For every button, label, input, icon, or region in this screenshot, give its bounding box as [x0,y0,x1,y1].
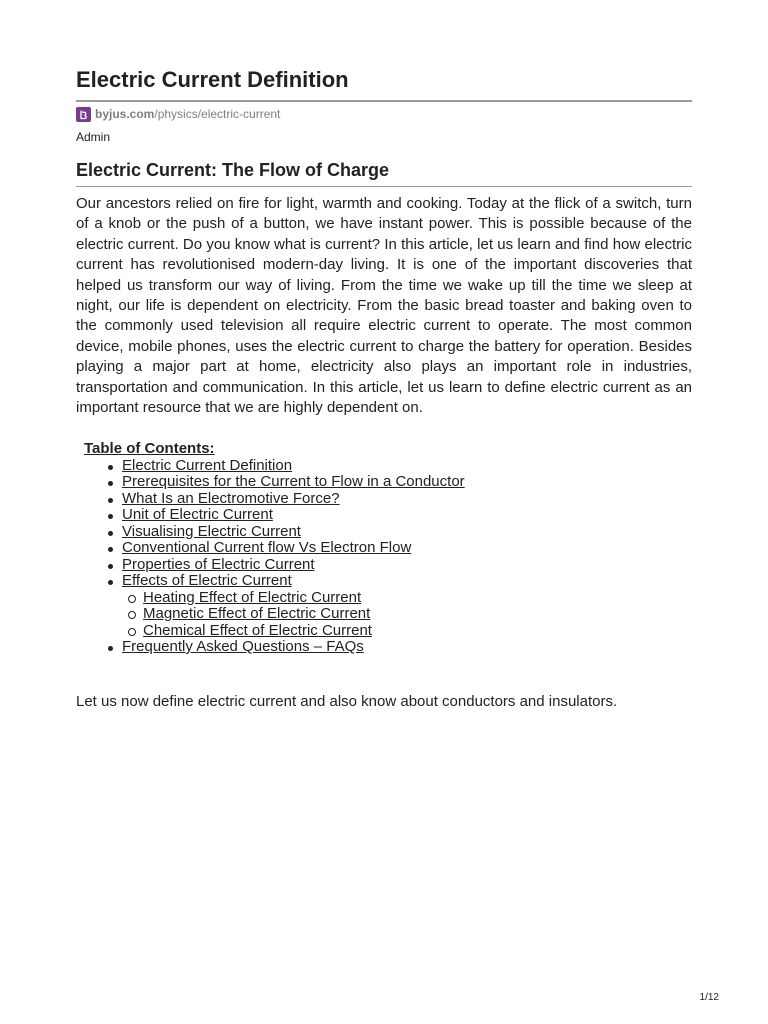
toc-link-electromotive-force[interactable]: What Is an Electromotive Force? [122,489,340,507]
source-link[interactable] [76,106,280,122]
toc-item [104,507,644,524]
author-name: Admin [76,130,111,144]
toc-subitem [125,590,644,607]
section-divider [76,186,692,187]
table-of-contents [84,441,644,656]
toc-link-faqs[interactable]: Frequently Asked Questions – FAQs [122,638,364,655]
toc-link-magnetic-effect[interactable]: Magnetic Effect of Electric Current [143,605,371,622]
toc-link-effects[interactable]: Effects of Electric Current [122,572,292,589]
page-title: Electric Current Definition [76,67,349,92]
toc-link-unit[interactable]: Unit of Electric Current [122,506,273,523]
toc-link-conventional-vs-electron[interactable]: Conventional Current flow Vs Electron Flow [122,539,412,556]
toc-link-chemical-effect[interactable]: Chemical Effect of Electric Current [143,621,372,639]
section-heading: Electric Current: The Flow of Charge [76,160,390,180]
source-domain: byjus.com [95,107,155,121]
toc-subitem [125,606,644,623]
toc-item [104,573,644,639]
byjus-logo-icon [76,107,91,122]
toc-link-prerequisites[interactable]: Prerequisites for the Current to Flow in a Conductor [122,473,465,490]
toc-list [104,458,644,656]
toc-title: Table of Contents: [84,440,215,457]
intro-paragraph: Our ancestors relied on fire for light, warmth and cooking. Today at the flick of a switch, turn of a knob or the push of a button, we have instant power. This is possible because of the electric current. Do you know what is current? In this article, let us learn and find how electric current has revolutionised modern-day living. It is one of the important discoveries that helped us transform our way of living. From the time we wake up till the time we sleep at night, our life is dependent on electricity. From the basic bread toaster and baking oven to the commonly used television all require electric current to operate. The most common device, mobile phones, uses the electric current to charge the battery for operation. Besides playing a major part at home, electricity also plays an important role in industries, transportation and communication. In this article, let us learn to define electric current as an important resource that we are highly dependent on. [76,195,692,417]
toc-subitem [125,623,644,640]
toc-link-electric-current-definition[interactable]: Electric Current Definition [122,456,293,474]
closing-paragraph: Let us now define electric current and also know about conductors and insulators. [76,693,618,710]
toc-item [104,458,644,475]
toc-item [104,491,644,508]
toc-item [104,474,644,491]
toc-item [104,524,644,541]
toc-item [104,557,644,574]
toc-item [104,540,644,557]
toc-item [104,639,644,656]
toc-link-visualising[interactable]: Visualising Electric Current [122,522,301,540]
title-divider [76,100,692,102]
toc-link-heating-effect[interactable]: Heating Effect of Electric Current [143,588,362,606]
page-number: 1/12 [699,992,719,1003]
toc-link-properties[interactable]: Properties of Electric Current [122,555,315,573]
toc-sublist [125,590,644,640]
source-path: /physics/electric-current [154,107,281,121]
